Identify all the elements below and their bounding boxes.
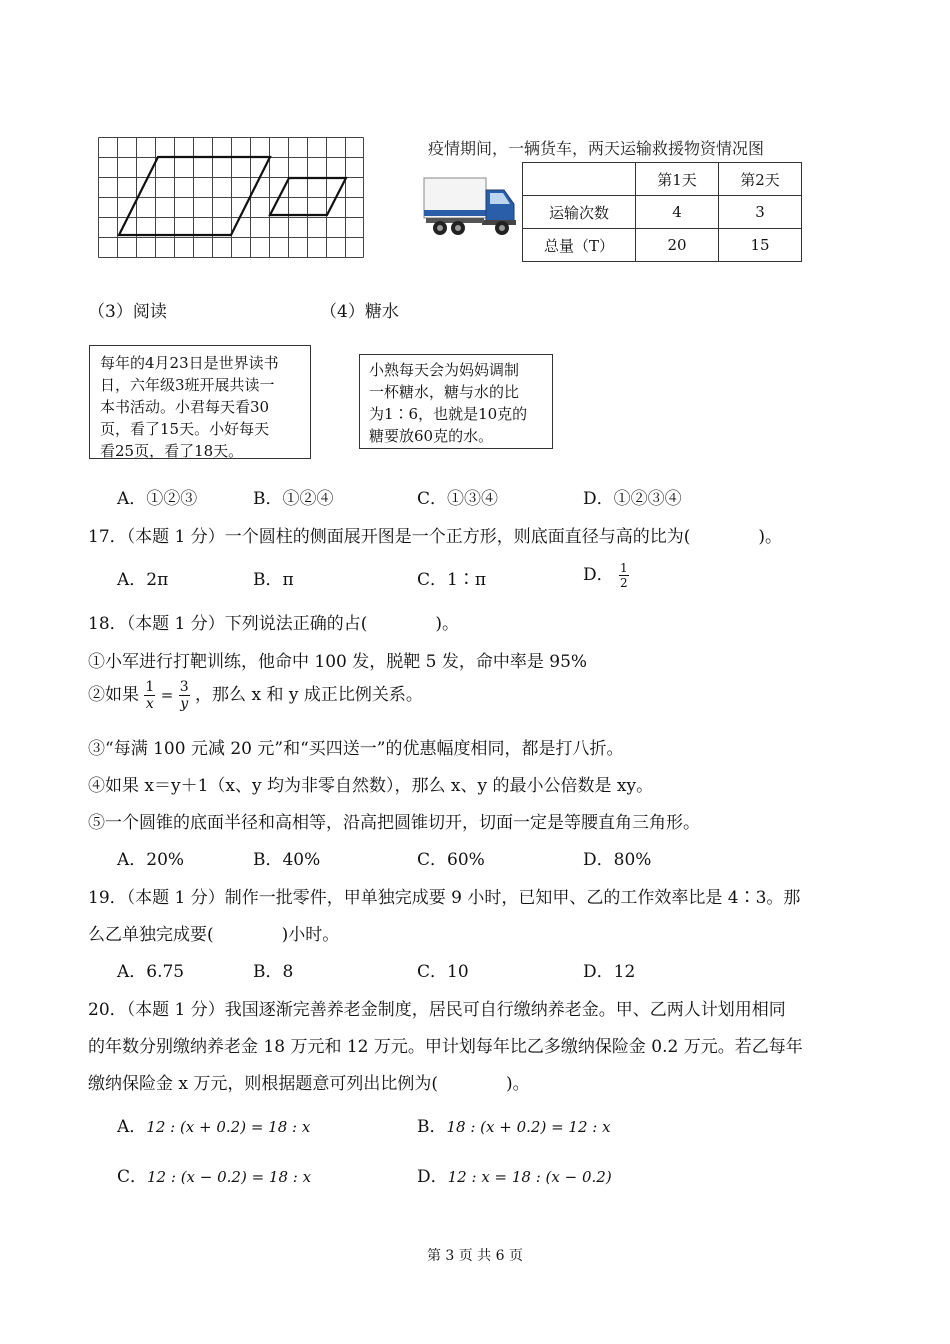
fraction-3-over-y: $\frac{3}{y}$: [179, 679, 189, 712]
q20-option-c: [117, 1162, 311, 1187]
table-row: [523, 163, 802, 196]
q20-stem-line3: 缴纳保险金 x 万元，则根据题意可列出比例为( )。: [88, 1074, 530, 1094]
q18-statement-4: ④如果 x＝y＋1（x、y 均为非零自然数），那么 x、y 的最小公倍数是 xy。: [88, 776, 654, 796]
q17-option-a: A．2π: [117, 570, 169, 590]
q18-option-a: A．20%: [117, 850, 185, 870]
q19-stem-line2: 么乙单独完成要( )小时。: [88, 925, 340, 945]
table-row: [523, 229, 802, 262]
q19-option-c: C．10: [417, 962, 469, 982]
truck-image: [422, 172, 518, 242]
box-line: 为1∶6，也就是10克的: [369, 405, 528, 423]
box-line: 一杯糖水，糖与水的比: [369, 383, 520, 401]
table-header-cell: [523, 163, 636, 196]
table-cell: 3: [719, 196, 802, 229]
table-caption: 疫情期间，一辆货车，两天运输救援物资情况图: [428, 139, 765, 158]
q18-statement-3: ③“每满 100 元减 20 元”和“买四送一”的优惠幅度相同，都是打八折。: [88, 739, 624, 759]
truck-icon: [422, 172, 518, 238]
option-expression: 18 : (x + 0.2) = 12 : x: [446, 1118, 611, 1136]
option-label: B．: [417, 1117, 447, 1137]
q20-stem-line2: 的年数分别缴纳养老金 18 万元和 12 万元。甲计划每年比乙多缴纳保险金 0.2 万元。若乙每年: [88, 1037, 803, 1057]
table-cell: 总量（T）: [523, 229, 636, 262]
reading-box: [89, 345, 311, 459]
statement-text: ②如果: [88, 685, 139, 705]
q19-stem-line1: 19．（本题 1 分）制作一批零件，甲单独完成要 9 小时，已知甲、乙的工作效率比是 4∶3。那: [88, 888, 801, 908]
q16-option-c: C．①③④: [417, 489, 499, 509]
table-cell: 15: [719, 229, 802, 262]
q19-option-b: B．8: [253, 962, 294, 982]
sugar-water-box: [359, 354, 553, 449]
box-line: 日，六年级3班开展共读一: [100, 376, 275, 394]
item4-label: （4）糖水: [320, 302, 399, 322]
option-label: D．: [417, 1167, 448, 1187]
box-line: 每年的4月23日是世界读书: [100, 354, 279, 372]
q20-stem-line1: 20．（本题 1 分）我国逐渐完善养老金制度，居民可自行缴纳养老金。甲、乙两人计划用相同: [88, 1000, 786, 1020]
fraction-one-half: $\frac{1}{2}$: [620, 561, 628, 590]
q17-option-d-label: D．: [583, 565, 614, 585]
grid-svg: [98, 137, 366, 258]
table-cell: 运输次数: [523, 196, 636, 229]
equals-sign: =: [160, 686, 174, 704]
q18-statement-2: [88, 680, 423, 711]
option-label: C．: [117, 1167, 148, 1187]
fraction-1-over-x: $\frac{1}{x}$: [145, 679, 155, 712]
q18-option-b: B．40%: [253, 850, 321, 870]
transport-table: [522, 162, 802, 262]
box-line: 本书活动。小君每天看30: [100, 398, 270, 416]
table-row: [523, 196, 802, 229]
table-header-cell: 第2天: [719, 163, 802, 196]
table-header-cell: 第1天: [636, 163, 719, 196]
q17-option-d: [583, 560, 629, 589]
q17-stem: 17．（本题 1 分）一个圆柱的侧面展开图是一个正方形，则底面直径与高的比为( )。: [88, 527, 783, 547]
box-line: 小熟每天会为妈妈调制: [369, 361, 520, 379]
q20-option-b: [417, 1112, 611, 1137]
item3-label: （3）阅读: [88, 302, 167, 322]
parallelogram-grid-figure: [98, 137, 366, 262]
q18-statement-5: ⑤一个圆锥的底面半径和高相等，沿高把圆锥切开，切面一定是等腰直角三角形。: [88, 813, 700, 833]
q18-statement-1: ①小军进行打靶训练，他命中 100 发，脱靶 5 发，命中率是 95%: [88, 652, 588, 672]
page-footer: 第 3 页 共 6 页: [426, 1248, 524, 1264]
table-cell: 20: [636, 229, 719, 262]
statement-text: ，那么 x 和 y 成正比例关系。: [195, 685, 423, 705]
q17-option-b: B．π: [253, 570, 294, 590]
q16-option-b: B．①②④: [253, 489, 334, 509]
table-cell: 4: [636, 196, 719, 229]
q18-option-d: D．80%: [583, 850, 652, 870]
box-line: 看25页，看了18天。: [100, 442, 244, 460]
option-label: A．: [117, 1117, 147, 1137]
q18-stem: 18．（本题 1 分）下列说法正确的占( )。: [88, 614, 460, 634]
option-expression: 12 : (x − 0.2) = 18 : x: [147, 1168, 312, 1186]
box-line: 糖要放60克的水。: [369, 427, 494, 445]
option-expression: 12 : (x + 0.2) = 18 : x: [146, 1118, 311, 1136]
q16-option-d: D．①②③④: [583, 489, 682, 509]
q20-option-a: [117, 1112, 310, 1137]
q18-option-c: C．60%: [417, 850, 485, 870]
q17-option-c: C．1∶π: [417, 570, 486, 590]
option-expression: 12 : x = 18 : (x − 0.2): [447, 1168, 612, 1186]
q20-option-d: [417, 1162, 612, 1187]
large-parallelogram: [119, 157, 270, 235]
q19-option-d: D．12: [583, 962, 636, 982]
q19-option-a: A．6.75: [117, 962, 185, 982]
q16-option-a: A．①②③: [117, 489, 198, 509]
box-line: 页，看了15天。小好每天: [100, 420, 270, 438]
